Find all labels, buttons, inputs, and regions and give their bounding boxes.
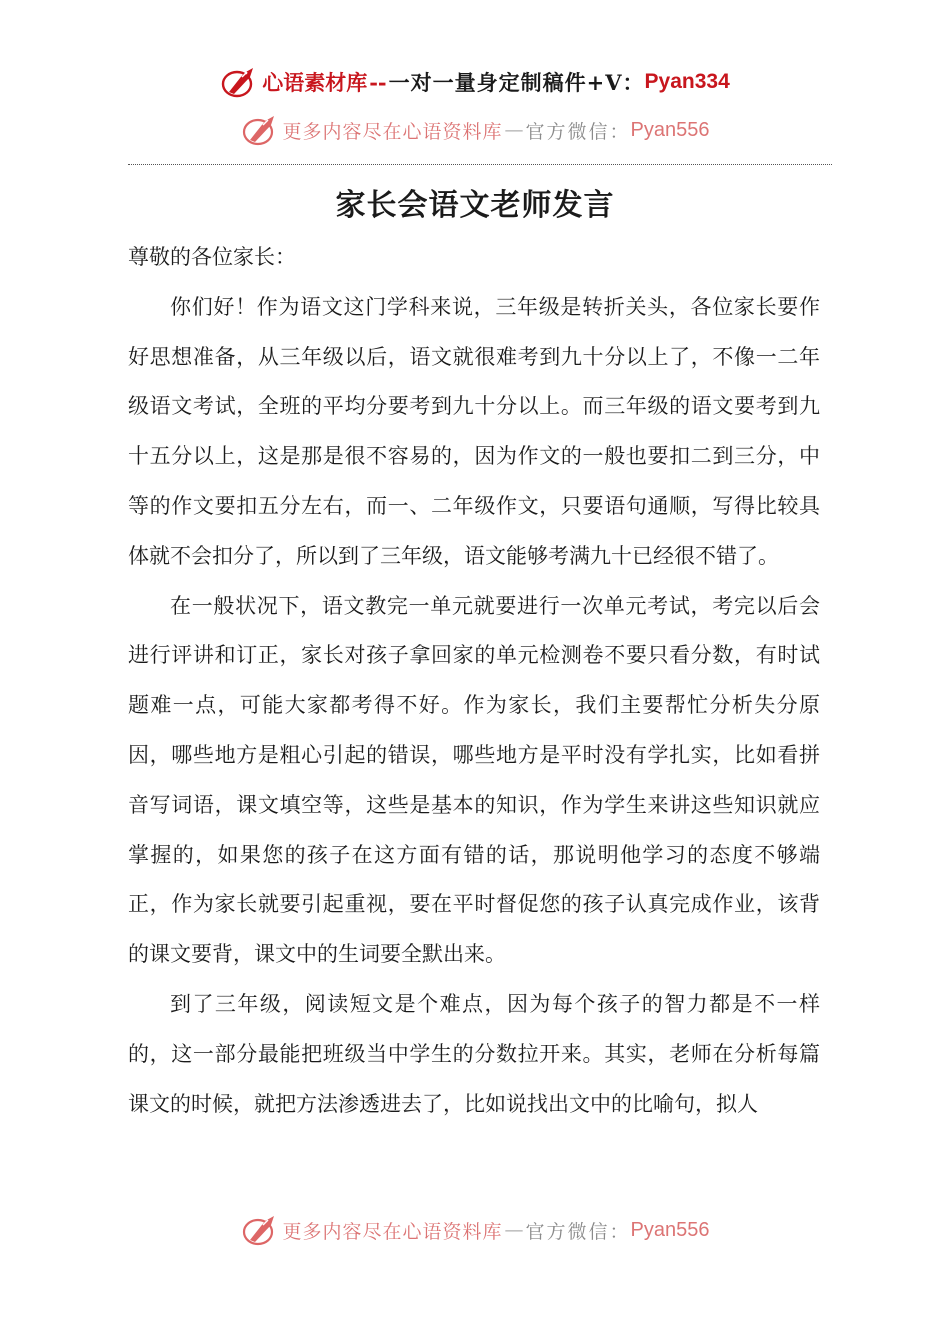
document-title: 家长会语文老师发言 bbox=[335, 188, 615, 223]
promo-dash: — bbox=[504, 1219, 524, 1241]
header-wechat-id: Pyan334 bbox=[644, 70, 730, 93]
promo-banner-top bbox=[0, 110, 950, 150]
promo-text: 更多内容尽在心语资料库 bbox=[282, 1220, 503, 1243]
header-brand bbox=[0, 62, 950, 102]
promo-text: 更多内容尽在心语资料库 bbox=[282, 120, 503, 143]
header-slogan: 一对一量身定制稿件+V： bbox=[388, 70, 645, 95]
paragraph: 到了三年级，阅读短文是个难点，因为每个孩子的智力都是不一样的，这一部分最能把班级当中学生的分数拉开来。其实，老师在分析每篇课文的时候，就把方法渗透进去了，比如说找出文中的比喻句，拟人 bbox=[128, 991, 820, 1116]
site-name: 心语素材库 bbox=[262, 70, 368, 95]
official-wechat-label: 官方微信： bbox=[525, 120, 631, 143]
promo-banner-bottom bbox=[0, 1210, 950, 1250]
official-wechat-label: 官方微信： bbox=[525, 1220, 631, 1243]
pen-nib-logo-icon bbox=[241, 1213, 281, 1247]
pen-nib-logo-icon bbox=[220, 65, 260, 99]
paragraph: 在一般状况下，语文教完一单元就要进行一次单元考试，考完以后会进行评讲和订正，家长对孩子拿回家的单元检测卷不要只看分数，有时试题难一点，可能大家都考得不好。作为家长，我们主要帮忙分析失分原因，哪些地方是粗心引起的错误，哪些地方是平时没有学扎实，比如看拼音写词语，课文填空等，这些是基本的知识，作为学生来讲这些知识就应掌握的，如果您的孩子在这方面有错的话，那说明他学习的态度不够端正，作为家长就要引起重视，要在平时督促您的孩子认真完成作业，该背的课文要背，课文中的生词要全默出来。 bbox=[128, 593, 820, 967]
pen-nib-logo-icon bbox=[241, 113, 281, 147]
promo-dash: — bbox=[504, 119, 524, 141]
header-divider bbox=[128, 164, 832, 165]
paragraph: 你们好！作为语文这门学科来说，三年级是转折关头，各位家长要作好思想准备，从三年级以后，语文就很难考到九十分以上了，不像一二年级语文考试，全班的平均分要考到九十分以上。而三年级的语文要考到九十五分以上，这是那是很不容易的，因为作文的一般也要扣二到三分，中等的作文要扣五分左右，而一、二年级作文，只要语句通顺，写得比较具体就不会扣分了，所以到了三年级，语文能够考满九十已经很不错了。 bbox=[128, 294, 820, 568]
promo-wechat-id: Pyan556 bbox=[630, 118, 710, 141]
salutation: 尊敬的各位家长： bbox=[128, 245, 296, 269]
header-separator: -- bbox=[369, 69, 387, 95]
document-body bbox=[128, 233, 820, 1129]
promo-wechat-id: Pyan556 bbox=[630, 1218, 710, 1241]
